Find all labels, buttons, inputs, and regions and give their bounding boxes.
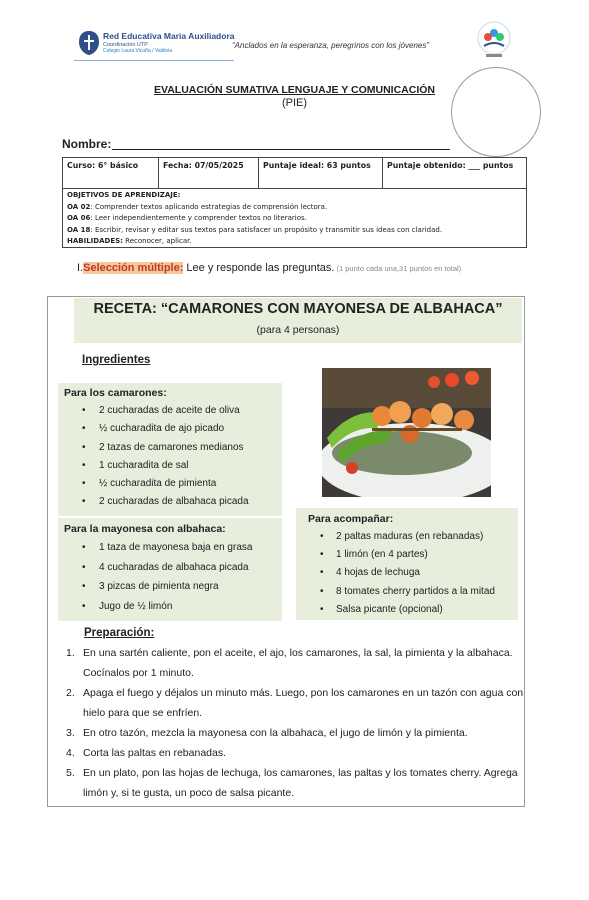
list-item: • Jugo de ½ limón	[64, 597, 282, 617]
step-item: 3. En otro tazón, mezcla la mayonesa con la albahaca, el jugo de limón y la pimienta.	[66, 727, 468, 739]
objective-item: OA 02: Comprender textos aplicando estrategias de comprensión lectora.	[67, 202, 328, 211]
info-row	[63, 158, 526, 189]
list-item: • 2 tazas de camarones medianos	[64, 439, 282, 457]
recipe-subtitle: (para 4 personas)	[256, 324, 340, 336]
org-name: Red Educativa Maria Auxiliadora	[103, 31, 235, 41]
list-item: • 2 paltas maduras (en rebanadas)	[308, 528, 518, 546]
list-item: • 1 cucharadita de sal	[64, 457, 282, 475]
name-label: Nombre:	[62, 137, 112, 151]
acompanar-heading: Para acompañar:	[308, 513, 394, 525]
list-item: • 4 hojas de lechuga	[308, 564, 518, 582]
list-item: • 2 cucharadas de aceite de oliva	[64, 402, 282, 420]
info-table	[62, 157, 527, 248]
fecha-cell: Fecha: 07/05/2025	[159, 158, 259, 188]
mayonesa-box	[58, 518, 282, 621]
curso-cell: Curso: 6° básico	[63, 158, 159, 188]
name-field[interactable]	[112, 149, 450, 150]
org-sub: Coordinación UTP	[103, 41, 148, 48]
list-item: • ½ cucharadita de pimienta	[64, 475, 282, 493]
org-sub2: Colegio Laura Vicuña / Valdivia	[103, 48, 173, 54]
objectives-label: OBJETIVOS DE APRENDIZAJE:	[67, 191, 181, 199]
section-heading: I.Selección múltiple: Lee y responde las preguntas. (1 punto cada una,31 puntos en total)	[77, 262, 462, 274]
ingredients-heading: Ingredientes	[82, 354, 151, 366]
camarones-heading: Para los camarones:	[64, 387, 167, 399]
preparation-heading: Preparación:	[84, 627, 155, 639]
motto: “Anclados en la esperanza, peregrinos con los jóvenes”	[232, 41, 430, 50]
exam-subtitle: (PIE)	[281, 97, 308, 109]
school-logo-icon	[78, 30, 100, 56]
grade-circle	[451, 67, 541, 157]
step-item: 1. En una sartén caliente, pon el aceite, el ajo, los camarones, la sal, la pimienta y la albahaca. Cocínalos por 1 minuto.	[66, 647, 513, 679]
puntaje-obtenido-cell: Puntaje obtenido: ___ puntos	[387, 161, 514, 170]
list-item: • Salsa picante (opcional)	[308, 601, 518, 619]
step-item: 2. Apaga el fuego y déjalos un minuto más. Luego, pon los camarones en un tazón con agua con hielo para que se enfríen.	[66, 687, 524, 719]
objective-item: OA 18: Escribir, revisar y editar sus textos para satisfacer un propósito y transmitir sus ideas con claridad.	[67, 225, 443, 234]
section-instruction: Lee y responde las preguntas.	[183, 262, 335, 274]
step-item: 5. En un plato, pon las hojas de lechuga, los camarones, las paltas y los tomates cherry. Agrega limón y, si te gusta, un poco de salsa picante.	[66, 767, 518, 799]
list-item: • 8 tomates cherry partidos a la mitad	[308, 583, 518, 601]
shrimp-dish-image	[322, 368, 491, 497]
school-logo-text	[103, 32, 234, 54]
step-item: 4. Corta las paltas en rebanadas.	[66, 747, 227, 759]
objectives-block	[67, 190, 442, 248]
acompanar-box	[296, 508, 518, 620]
mayonesa-heading: Para la mayonesa con albahaca:	[64, 523, 226, 535]
section-note: (1 punto cada una,31 puntos en total)	[334, 264, 462, 273]
list-item: • 1 limón (en 4 partes)	[308, 546, 518, 564]
list-item: • 1 taza de mayonesa baja en grasa	[64, 538, 282, 558]
crest-icon	[472, 18, 516, 62]
skills-item: HABILIDADES: Reconocer, aplicar.	[67, 237, 192, 245]
recipe-title: RECETA: “CAMARONES CON MAYONESA DE ALBAHACA”	[93, 301, 503, 317]
list-item: • ½ cucharadita de ajo picado	[64, 420, 282, 438]
camarones-box	[58, 383, 282, 516]
section-highlight: Selección múltiple:	[83, 262, 184, 274]
objective-item: OA 06: Leer independientemente y comprender textos no literarios.	[67, 214, 307, 222]
header-divider	[74, 60, 234, 61]
list-item: • 3 pizcas de pimienta negra	[64, 577, 282, 597]
puntaje-ideal-cell: Puntaje ideal: 63 puntos	[259, 158, 383, 188]
list-item: • 2 cucharadas de albahaca picada	[64, 493, 282, 511]
exam-title: EVALUACIÓN SUMATIVA LENGUAJE Y COMUNICACIÓN	[154, 84, 435, 96]
preparation-steps	[62, 643, 524, 803]
list-item: • 4 cucharadas de albahaca picada	[64, 558, 282, 578]
